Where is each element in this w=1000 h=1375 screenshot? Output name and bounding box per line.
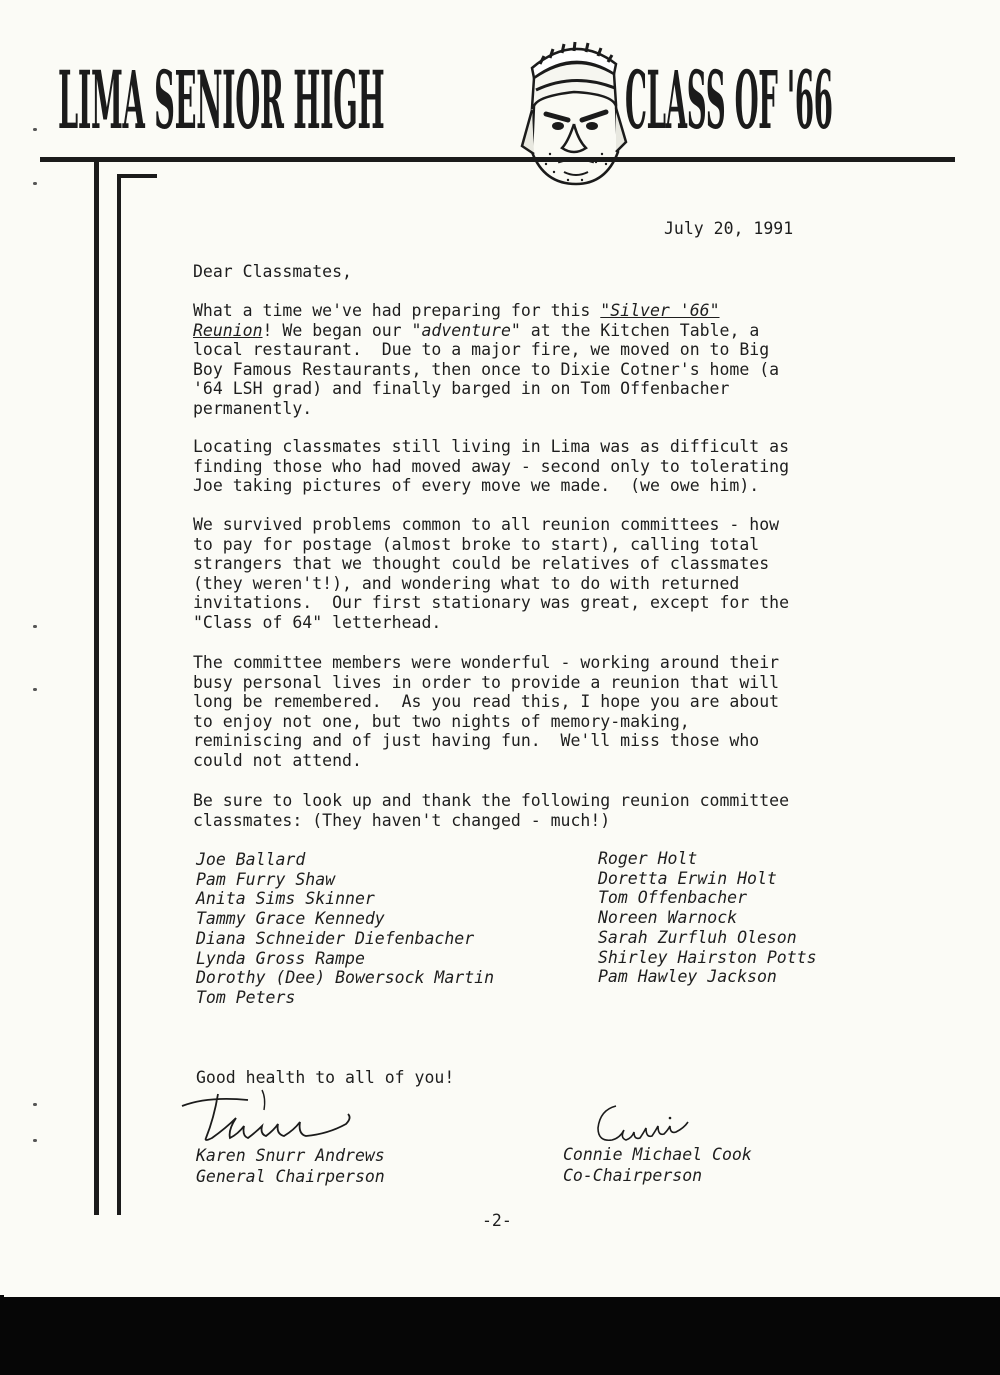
letterhead-school-name: LIMA SENIOR HIGH: [58, 53, 385, 147]
paragraph-5: Be sure to look up and thank the following reunion committee classmates: (They haven't changed - much!): [193, 791, 790, 830]
punch-mark: [33, 182, 37, 185]
margin-rule-inner: [117, 174, 121, 1215]
committee-member: Dorothy (Dee) Bowersock Martin: [196, 968, 495, 988]
signature-karen: [178, 1088, 378, 1148]
committee-member: Shirley Hairston Potts: [598, 947, 817, 967]
committee-member: Tom Offenbacher: [598, 888, 748, 908]
committee-member: Roger Holt: [598, 849, 698, 868]
committee-member: Tom Peters: [196, 987, 296, 1007]
committee-member: Pam Hawley Jackson: [598, 967, 777, 987]
margin-rule-hook: [117, 174, 157, 178]
committee-list-left: [196, 850, 494, 1008]
committee-member: Joe Ballard: [196, 850, 306, 869]
margin-rule-outer: [94, 157, 99, 1215]
paragraph-1: What a time we've had preparing for this "Silver '66" Reunion! We began our "adventure" at the Kitchen Table, a local restaurant. Due to a major fire, we moved on to Big Boy Famous Restaurants, then once to Dixie Cotner's home (a '64 LSH grad) and finally barged in on Tom Offenbacher permanently.: [193, 301, 780, 418]
committee-member: Doretta Erwin Holt: [598, 868, 777, 888]
reunion-emphasis: Reunion: [193, 320, 263, 340]
letterhead-rule: [40, 157, 955, 162]
signer-title: General Chairperson: [196, 1167, 385, 1186]
adventure-emphasis: adventure: [421, 320, 511, 340]
paragraph-3: We survived problems common to all reunion committees - how to pay for postage (almost broke to start), calling total strangers that we thought could be relatives of classmates (they weren't!), and wondering what to do with returned invitations. Our first stationary was great, except for the "Class of 64" letterhead.: [193, 515, 790, 632]
salutation: Dear Classmates,: [193, 262, 352, 281]
committee-member: Anita Sims Skinner: [196, 889, 375, 909]
committee-member: Lynda Gross Rampe: [196, 948, 365, 968]
committee-member: Pam Furry Shaw: [196, 869, 336, 889]
scan-edge-notch: [0, 1295, 4, 1301]
committee-list-right: [598, 849, 817, 987]
spartan-mascot-icon: [518, 34, 630, 194]
committee-member: Noreen Warnock: [598, 908, 738, 928]
punch-mark: [33, 625, 37, 628]
committee-member: Diana Schneider Diefenbacher: [196, 928, 475, 948]
punch-mark: [33, 1139, 37, 1142]
letter-date: July 20, 1991: [664, 219, 794, 238]
signer-name: Karen Snurr Andrews: [196, 1146, 385, 1165]
closing-line: Good health to all of you!: [196, 1068, 455, 1087]
signer-title: Co-Chairperson: [563, 1166, 703, 1185]
punch-mark: [33, 1103, 37, 1106]
silver-66-emphasis: "Silver '66": [600, 301, 720, 320]
signer-name: Connie Michael Cook: [563, 1145, 752, 1164]
paragraph-4: The committee members were wonderful - working around their busy personal lives in order to provide a reunion that will long be remembered. As you read this, I hope you are about to enjoy not one, but two nights of memory-making, reminiscing and of just having fun. We'll miss those who could not attend.: [193, 653, 780, 770]
committee-member: Sarah Zurfluh Oleson: [598, 927, 797, 947]
signer-co-chair: [563, 1144, 752, 1186]
scan-background-edge: [0, 1297, 1000, 1375]
letterhead-class-year: CLASS OF '66: [625, 53, 833, 147]
signer-general-chair: [196, 1145, 385, 1187]
punch-mark: [33, 688, 37, 691]
committee-member: Tammy Grace Kennedy: [196, 909, 385, 929]
paragraph-2: Locating classmates still living in Lima was as difficult as finding those who had moved away - second only to tolerating Joe taking pictures of every move we made. (we owe him).: [193, 437, 790, 496]
punch-mark: [33, 128, 37, 131]
signature-connie: [590, 1098, 700, 1150]
page-number: -2-: [482, 1211, 512, 1230]
